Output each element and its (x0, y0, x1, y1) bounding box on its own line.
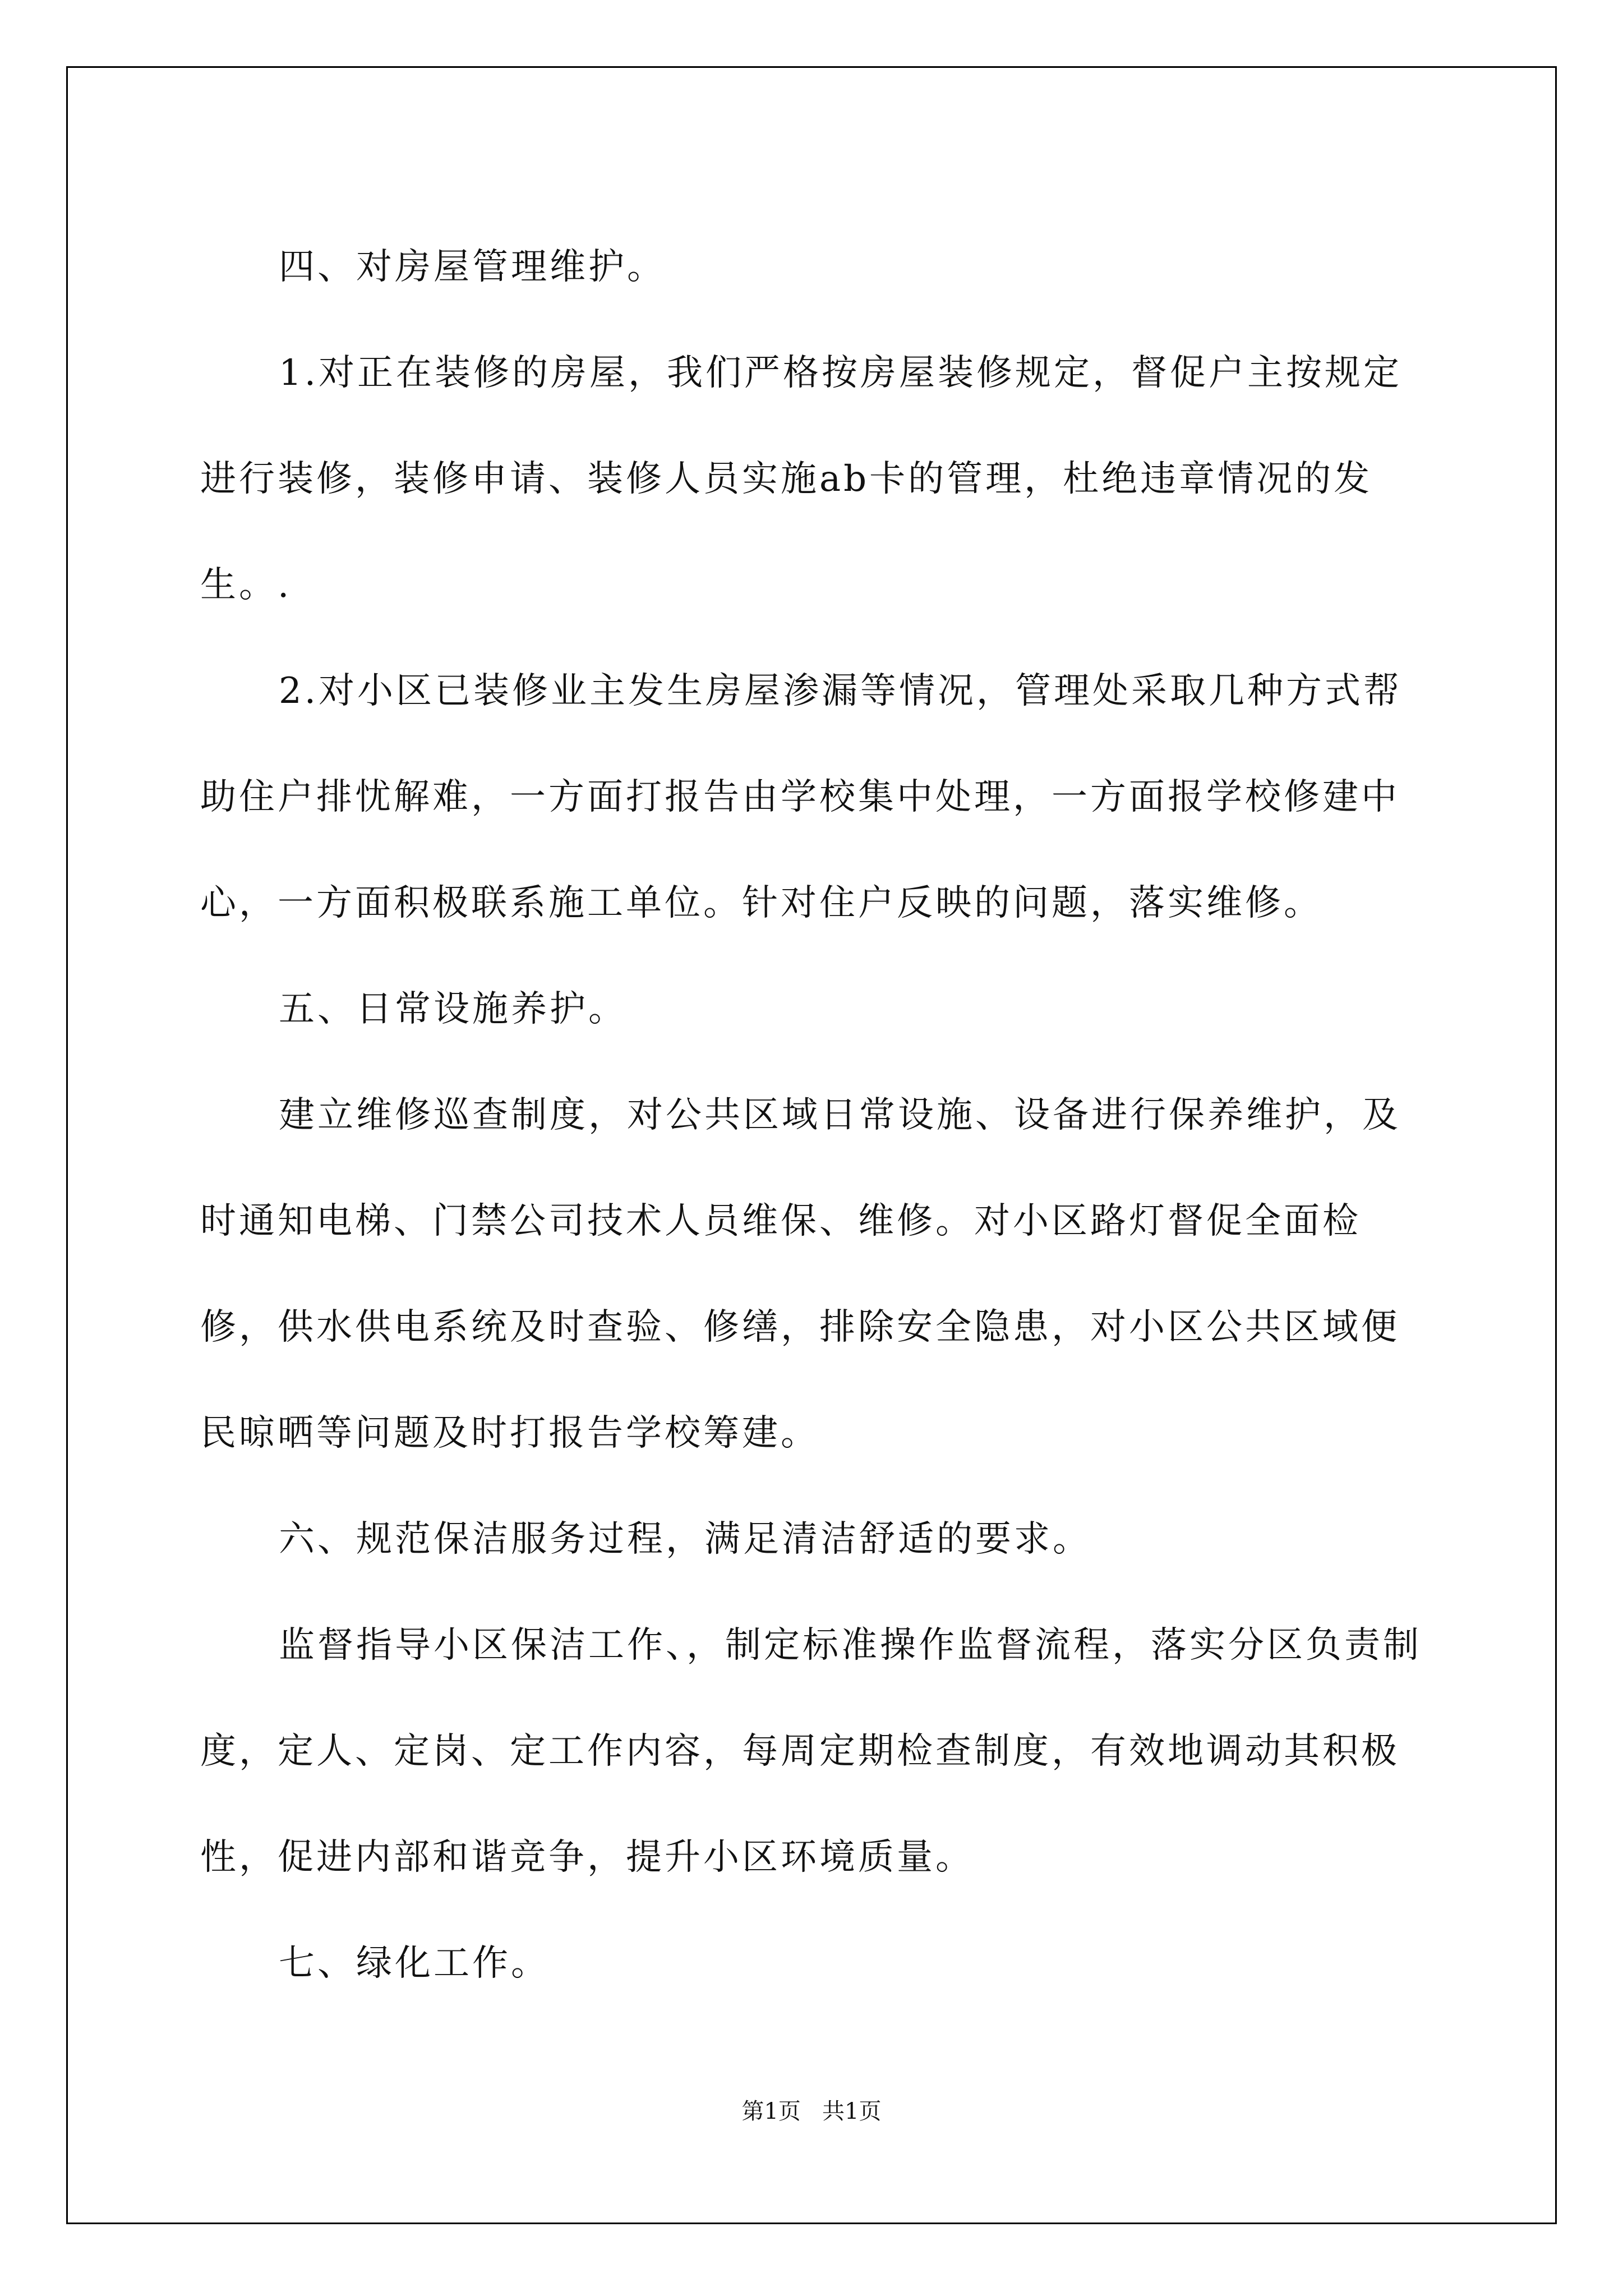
paragraph: 2.对小区已装修业主发生房屋渗漏等情况，管理处采取几种方式帮助住户排忧解难，一方面打报告由学校集中处理，一方面报学校修建中心，一方面积极联系施工单位。针对住户反映的问题，落实维修。 (200, 670, 1403, 924)
paragraph: 1.对正在装修的房屋，我们严格按房屋装修规定，督促户主按规定进行装修，装修申请、装修人员实施ab卡的管理，杜绝违章情况的发生。. (200, 352, 1403, 606)
paragraph-heading-6: 六、规范保洁服务过程，满足清洁舒适的要求。 (279, 1519, 1091, 1560)
paragraph-heading-4: 四、对房屋管理维护。 (279, 246, 666, 288)
paragraph: 建立维修巡查制度，对公共区域日常设施、设备进行保养维护，及时通知电梯、门禁公司技术人员维保、维修。对小区路灯督促全面检修，供水供电系统及时查验、修缮，排除安全隐患，对小区公共区域便民晾晒等问题及时打报告学校筹建。 (200, 1094, 1401, 1454)
paragraph: 监督指导小区保洁工作、，制定标准操作监督流程，落实分区负责制度，定人、定岗、定工作内容，每周定期检查制度，有效地调动其积极性，促进内部和谐竞争，提升小区环境质量。 (200, 1625, 1422, 1878)
page-footer: 第1页 共1页 (741, 2099, 882, 2124)
document-body (200, 214, 1428, 2017)
paragraph-heading-5: 五、日常设施养护。 (279, 988, 627, 1030)
paragraph-heading-7: 七、绿化工作。 (279, 1943, 550, 1984)
